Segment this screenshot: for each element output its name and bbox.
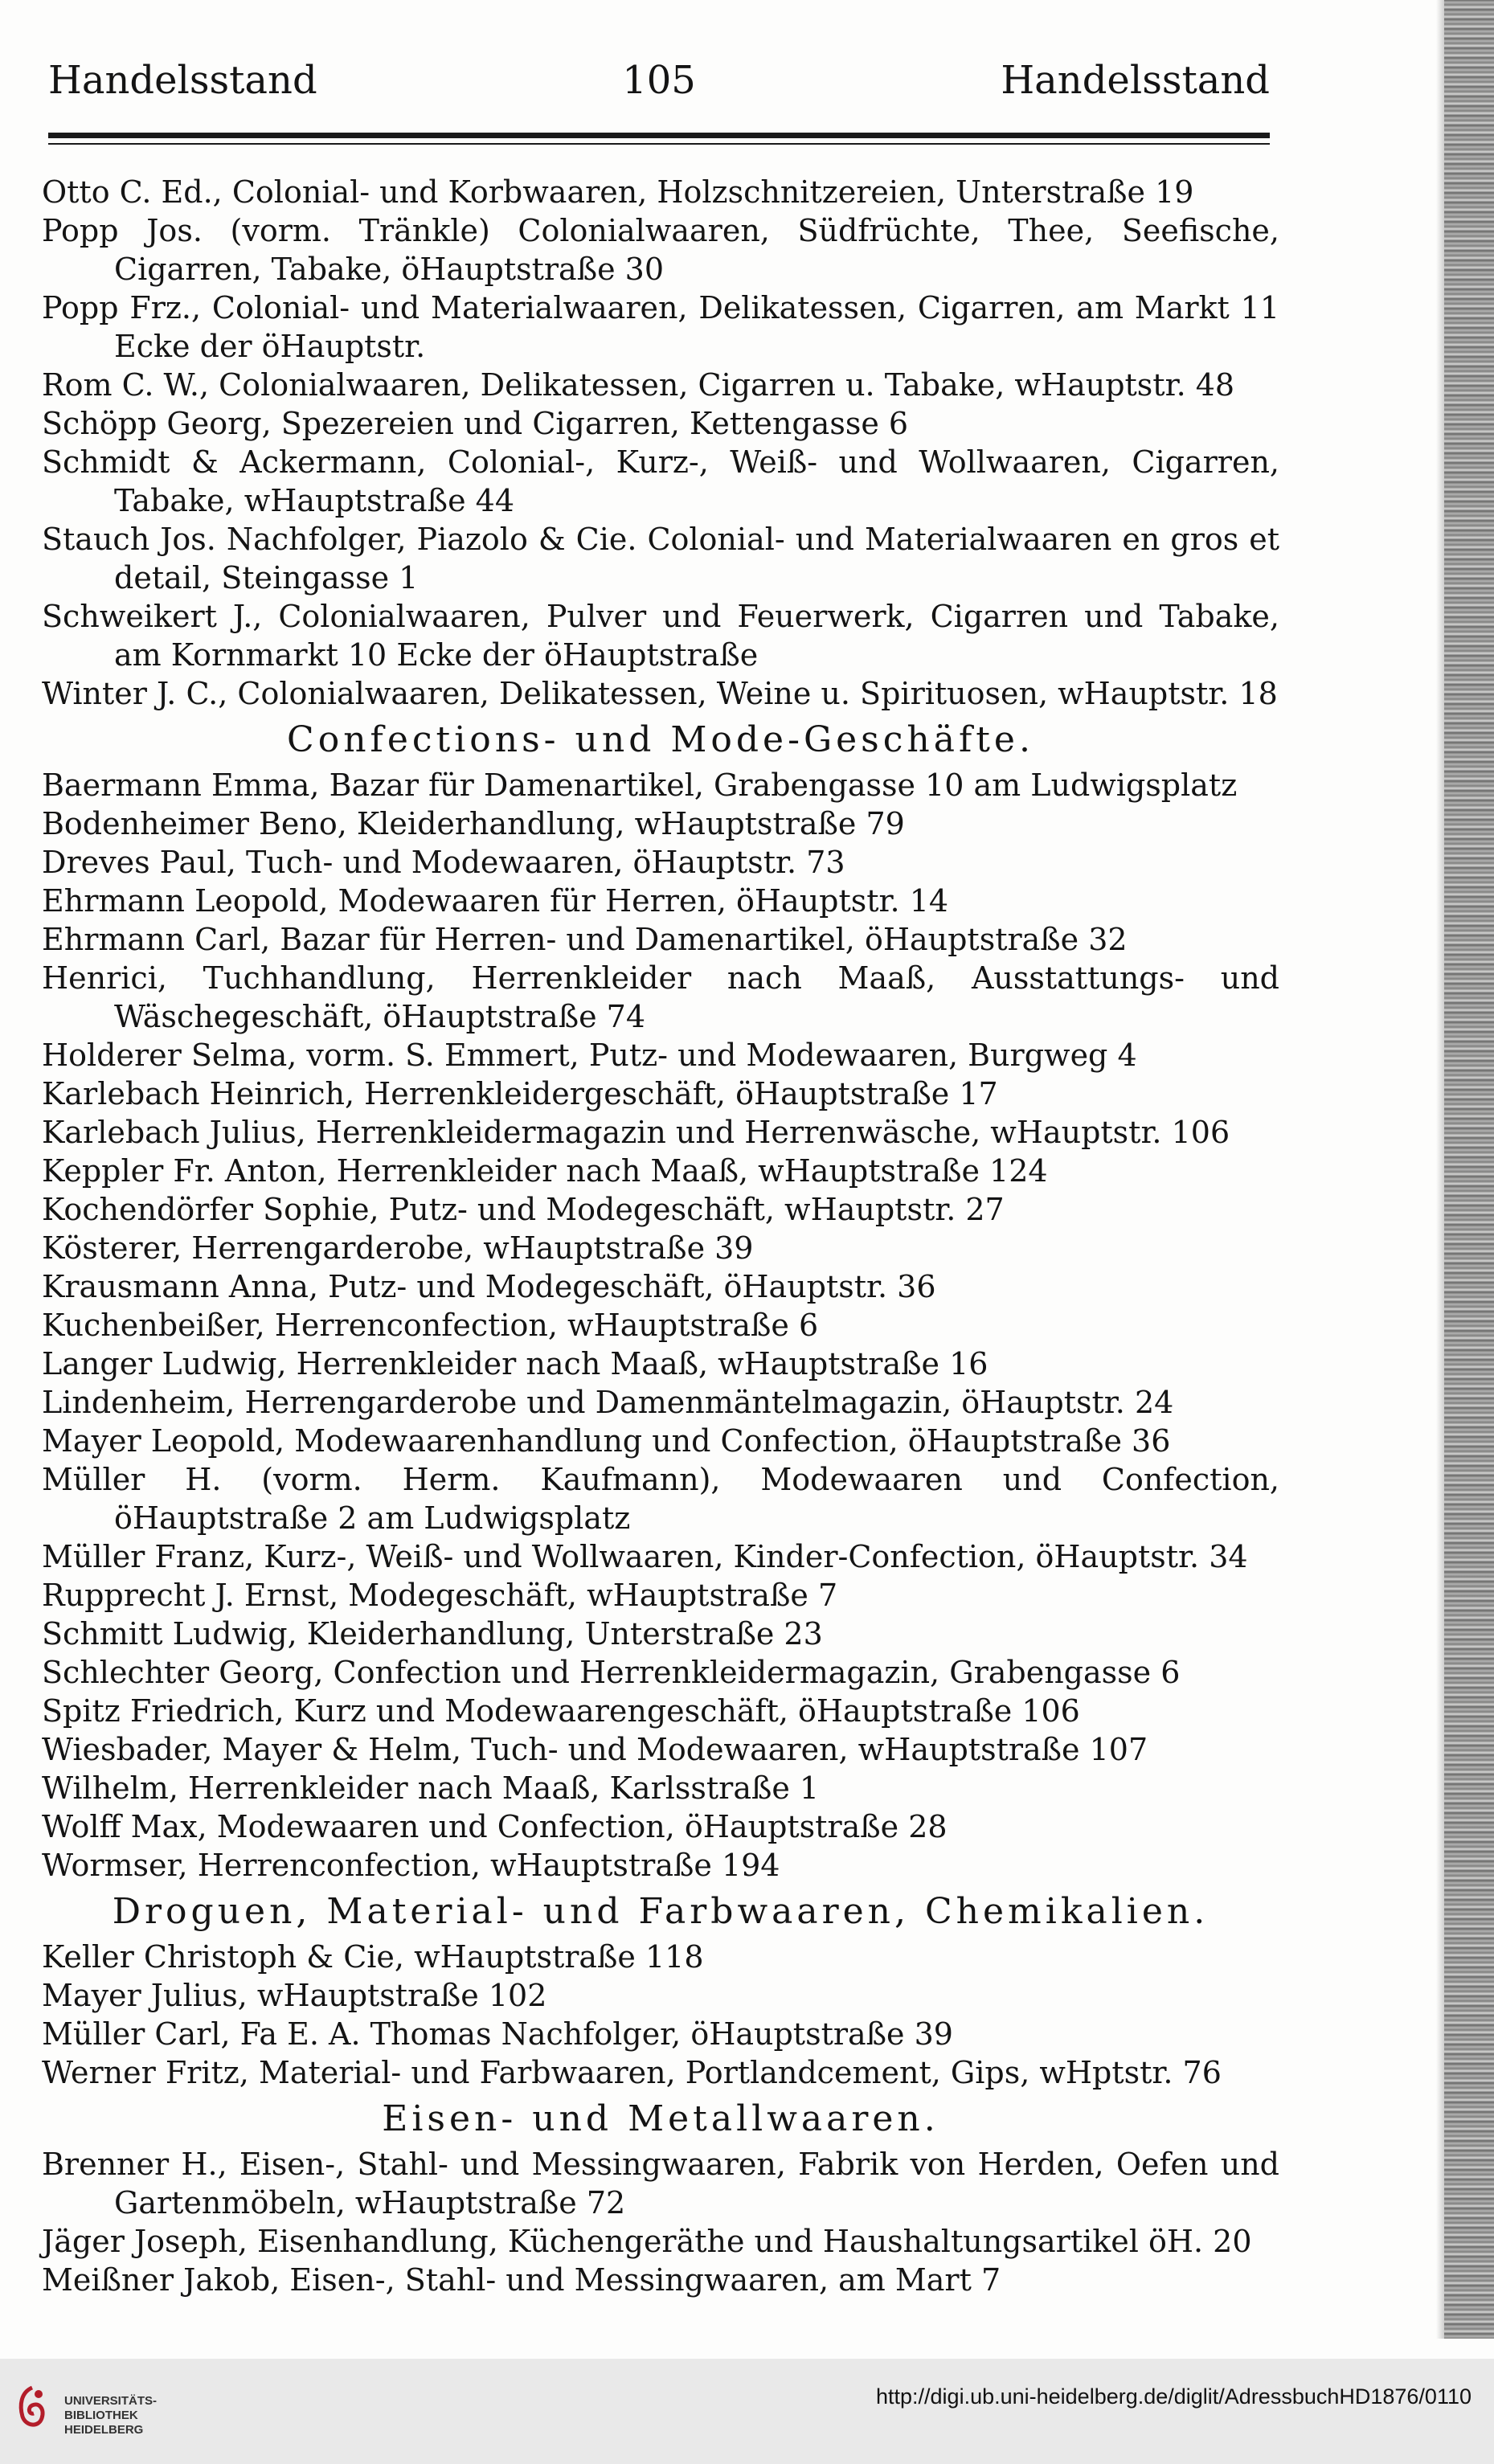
directory-entry: Schlechter Georg, Confection und Herrenkleidermagazin, Grabengasse 6 xyxy=(42,1655,1181,1690)
directory-entry: Karlebach Heinrich, Herrenkleidergeschäft, öHauptstraße 17 xyxy=(42,1076,998,1111)
directory-listing xyxy=(42,173,1279,2299)
directory-entry: Bodenheimer Beno, Kleiderhandlung, wHauptstraße 79 xyxy=(42,806,905,841)
footer-bar xyxy=(0,2359,1494,2464)
directory-entry: Kösterer, Herrengarderobe, wHauptstraße 39 xyxy=(42,1230,754,1266)
directory-entry: Mayer Leopold, Modewaarenhandlung und Confection, öHauptstraße 36 xyxy=(42,1423,1171,1459)
directory-entry: Brenner H., Eisen-, Stahl- und Messingwaaren, Fabrik von Herden, Oefen und Gartenmöbeln, wHauptstraße 72 xyxy=(42,2147,1279,2220)
directory-entry: Wormser, Herrenconfection, wHauptstraße 194 xyxy=(42,1848,780,1883)
running-head-left: Handelsstand xyxy=(48,58,317,103)
directory-entry: Schweikert J., Colonialwaaren, Pulver und Feuerwerk, Cigarren und Tabake, am Kornmarkt 10 Ecke der öHauptstraße xyxy=(42,599,1279,673)
page-number: 105 xyxy=(622,58,696,103)
directory-entry: Kochendörfer Sophie, Putz- und Modegeschäft, wHauptstr. 27 xyxy=(42,1192,1005,1227)
directory-entry: Lindenheim, Herrengarderobe und Damenmäntelmagazin, öHauptstr. 24 xyxy=(42,1385,1174,1420)
directory-entry: Wilhelm, Herrenkleider nach Maaß, Karlsstraße 1 xyxy=(42,1770,820,1806)
directory-entry: Jäger Joseph, Eisenhandlung, Küchengeräthe und Haushaltungsartikel öH. 20 xyxy=(42,2224,1252,2259)
directory-entry: Keppler Fr. Anton, Herrenkleider nach Maaß, wHauptstraße 124 xyxy=(42,1153,1048,1189)
directory-entry: Kuchenbeißer, Herrenconfection, wHauptstraße 6 xyxy=(42,1308,819,1343)
running-head-right: Handelsstand xyxy=(1001,58,1270,103)
page-edge-shadow xyxy=(1436,0,1444,2339)
directory-entry: Dreves Paul, Tuch- und Modewaaren, öHauptstr. 73 xyxy=(42,845,845,880)
source-url-link[interactable]: http://digi.ub.uni-heidelberg.de/diglit/AdressbuchHD1876/0110 xyxy=(876,2384,1471,2409)
directory-entry: Baermann Emma, Bazar für Damenartikel, Grabengasse 10 am Ludwigsplatz xyxy=(42,767,1238,803)
directory-entry: Meißner Jakob, Eisen-, Stahl- und Messingwaaren, am Mart 7 xyxy=(42,2262,1001,2298)
directory-entry: Otto C. Ed., Colonial- und Korbwaaren, Holzschnitzereien, Unterstraße 19 xyxy=(42,174,1194,210)
library-seal-icon xyxy=(14,2384,50,2433)
entry-list xyxy=(42,2145,1279,2299)
directory-entry: Schöpp Georg, Spezereien und Cigarren, Kettengasse 6 xyxy=(42,406,909,441)
directory-entry: Ehrmann Carl, Bazar für Herren- und Damenartikel, öHauptstraße 32 xyxy=(42,922,1128,957)
directory-entry: Stauch Jos. Nachfolger, Piazolo & Cie. Colonial- und Materialwaaren en gros et detail, Steingasse 1 xyxy=(42,522,1279,596)
directory-entry: Wolff Max, Modewaaren und Confection, öHauptstraße 28 xyxy=(42,1809,948,1844)
directory-entry: Spitz Friedrich, Kurz und Modewaarengeschäft, öHauptstraße 106 xyxy=(42,1693,1080,1729)
directory-entry: Werner Fritz, Material- und Farbwaaren, Portlandcement, Gips, wHptstr. 76 xyxy=(42,2055,1222,2090)
directory-entry: Karlebach Julius, Herrenkleidermagazin und Herrenwäsche, wHauptstr. 106 xyxy=(42,1115,1230,1150)
directory-entry: Keller Christoph & Cie, wHauptstraße 118 xyxy=(42,1939,704,1975)
directory-entry: Henrici, Tuchhandlung, Herrenkleider nach Maaß, Ausstattungs- und Wäschegeschäft, öHauptstraße 74 xyxy=(42,960,1279,1034)
entry-list xyxy=(42,173,1279,713)
library-name: UNIVERSITÄTS- BIBLIOTHEK HEIDELBERG xyxy=(64,2394,158,2437)
section-heading: Eisen- und Metallwaaren. xyxy=(382,2098,939,2139)
entry-list xyxy=(42,1938,1279,2092)
directory-entry: Rom C. W., Colonialwaaren, Delikatessen, Cigarren u. Tabake, wHauptstr. 48 xyxy=(42,367,1235,403)
header-rule-thin xyxy=(48,143,1270,145)
directory-entry: Schmitt Ludwig, Kleiderhandlung, Unterstraße 23 xyxy=(42,1616,823,1652)
header-rule-thick xyxy=(48,133,1270,138)
library-logo xyxy=(14,2373,183,2450)
entry-list xyxy=(42,766,1279,1885)
directory-entry: Müller H. (vorm. Herm. Kaufmann), Modewaaren und Confection, öHauptstraße 2 am Ludwigsplatz xyxy=(42,1462,1279,1536)
directory-entry: Mayer Julius, wHauptstraße 102 xyxy=(42,1978,547,2013)
section-heading: Confections- und Mode-Geschäfte. xyxy=(287,719,1034,760)
directory-entry: Holderer Selma, vorm. S. Emmert, Putz- und Modewaaren, Burgweg 4 xyxy=(42,1038,1137,1073)
page-header xyxy=(48,48,1270,113)
directory-entry: Ehrmann Leopold, Modewaaren für Herren, öHauptstr. 14 xyxy=(42,883,949,919)
directory-entry: Rupprecht J. Ernst, Modegeschäft, wHauptstraße 7 xyxy=(42,1578,838,1613)
directory-entry: Schmidt & Ackermann, Colonial-, Kurz-, Weiß- und Wollwaaren, Cigarren, Tabake, wHauptstraße 44 xyxy=(42,444,1279,518)
page-edge xyxy=(1444,0,1494,2339)
section-heading: Droguen, Material- und Farbwaaren, Chemikalien. xyxy=(112,1891,1210,1932)
directory-entry: Popp Jos. (vorm. Tränkle) Colonialwaaren, Südfrüchte, Thee, Seefische, Cigarren, Tabake, öHauptstraße 30 xyxy=(42,213,1279,287)
directory-entry: Müller Carl, Fa E. A. Thomas Nachfolger, öHauptstraße 39 xyxy=(42,2016,953,2052)
directory-entry: Popp Frz., Colonial- und Materialwaaren, Delikatessen, Cigarren, am Markt 11 Ecke der öHauptstr. xyxy=(42,290,1279,364)
directory-entry: Winter J. C., Colonialwaaren, Delikatessen, Weine u. Spirituosen, wHauptstr. 18 xyxy=(42,676,1278,711)
directory-entry: Müller Franz, Kurz-, Weiß- und Wollwaaren, Kinder-Confection, öHauptstr. 34 xyxy=(42,1539,1248,1574)
directory-entry: Langer Ludwig, Herrenkleider nach Maaß, wHauptstraße 16 xyxy=(42,1346,988,1381)
directory-entry: Wiesbader, Mayer & Helm, Tuch- und Modewaaren, wHauptstraße 107 xyxy=(42,1732,1148,1767)
directory-entry: Krausmann Anna, Putz- und Modegeschäft, öHauptstr. 36 xyxy=(42,1269,936,1304)
